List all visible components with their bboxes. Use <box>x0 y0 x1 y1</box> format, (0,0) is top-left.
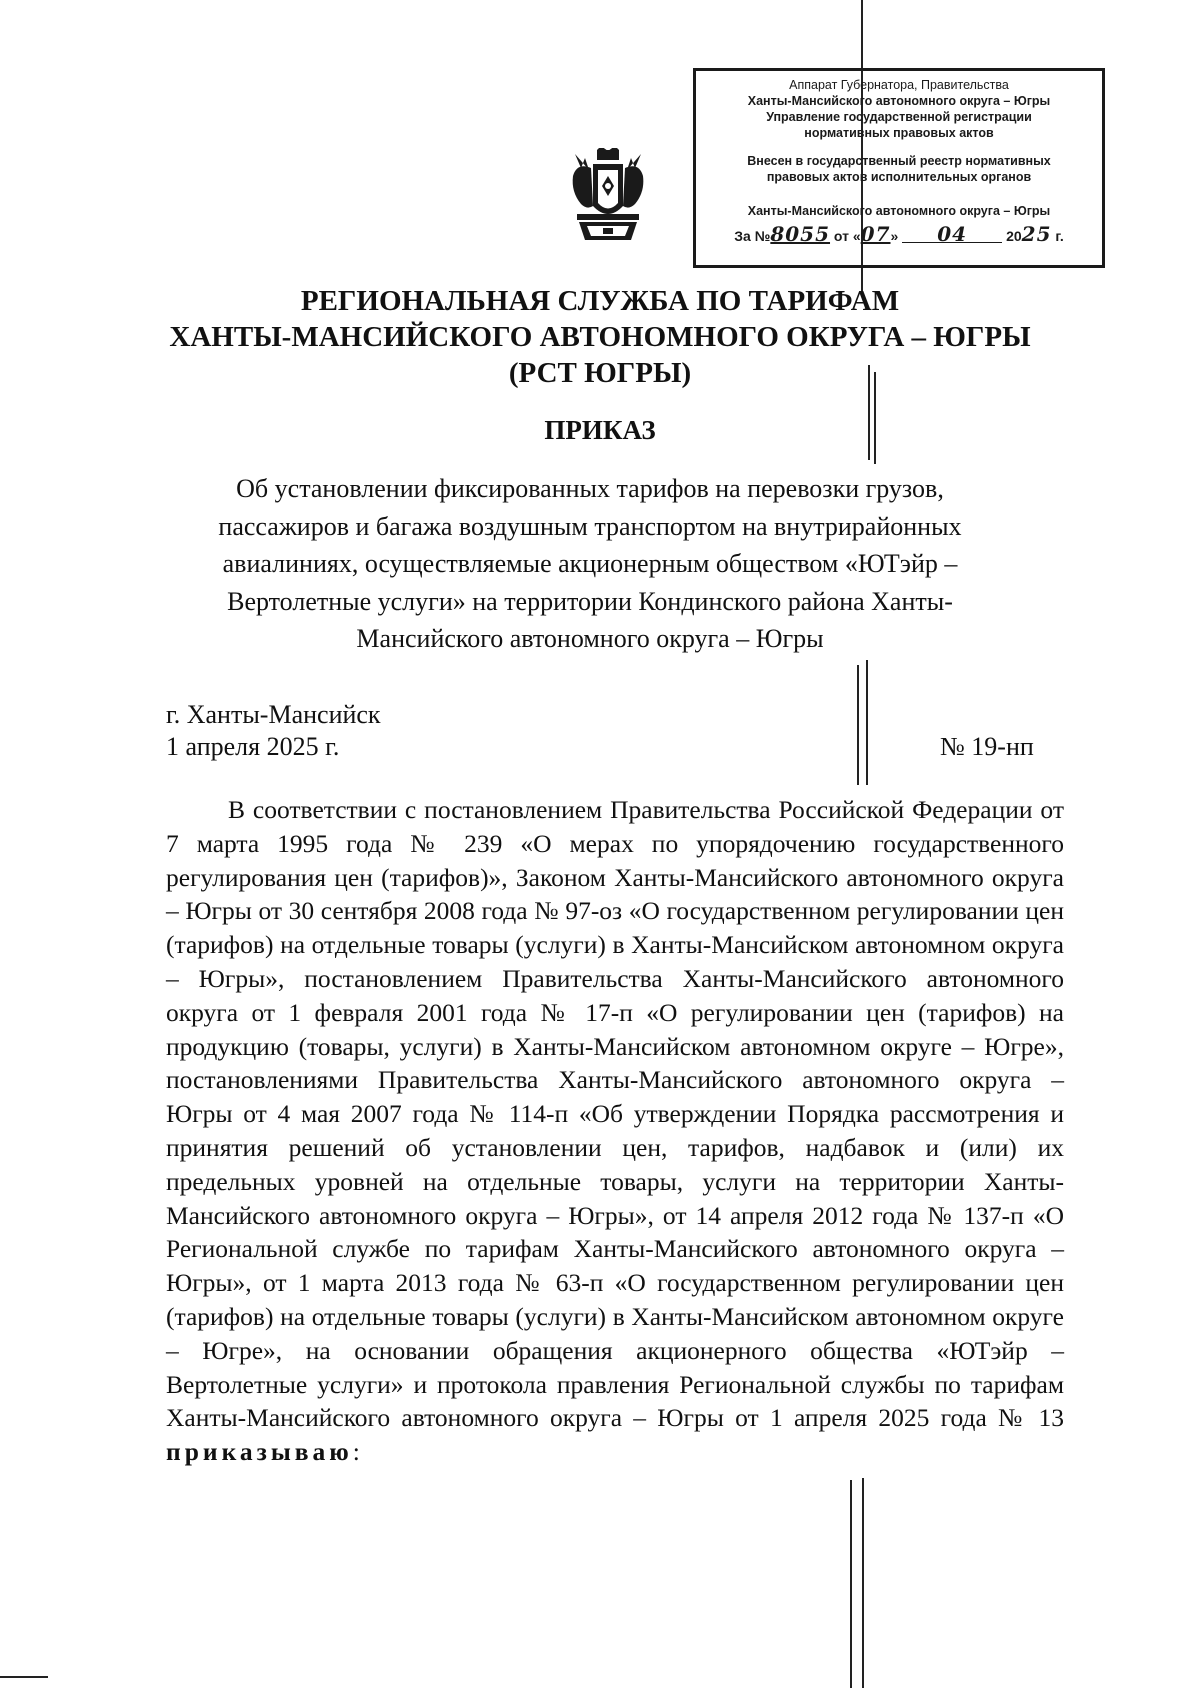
stamp-registration-row <box>700 222 1098 246</box>
scan-fold-line <box>862 1478 864 1688</box>
issue-date: 1 апреля 2025 г. <box>166 732 340 761</box>
order-body-colon: : <box>352 1437 360 1467</box>
stamp-reg-year-prefix: 20 <box>1006 228 1022 244</box>
stamp-line-3: Управление государственной регистрации <box>766 110 1032 124</box>
stamp-line-6: правовых актов исполнительных органов <box>766 170 1032 184</box>
order-body-text: В соответствии с постановлением Правительства Российской Федерации от 7 марта 1995 года № 239 «О мерах по упорядочению государственного регулирования цен (тарифов)», Законом Ханты-Мансийского автономного округа – Югры от 30 сентября 2008 года № 97-оз «О государственном регулировании цен (тарифов) на отдельные товары (услуги) в Ханты-Мансийском автономном округа – Югры», постановлением Правительства Ханты-Мансийского автономного округа от 1 февраля 2001 года № 17-п «О регулировании цен (тарифов) на продукцию (товары, услуги) в Ханты-Мансийском автономном округе – Югре», постановлениями Правительства Ханты-Мансийского автономного округа – Югры от 4 мая 2007 года № 114-п «Об утверждении Порядка рассмотрения и принятия решений об установлении цен, тарифов, надбавок и (или) их предельных уровней на отдельные товары, услуги на территории Ханты-Мансийского автономного округа – Югры», от 14 апреля 2012 года № 137-п «О Региональной службе по тарифам Ханты-Мансийского автономного округа – Югры», от 1 марта 2013 года № 63-п «О государственном регулировании цен (тарифов) на отдельные товары (услуги) в Ханты-Мансийском автономном округе – Югре», на основании обращения акционерного общества «ЮТэйр – Вертолетные услуги» и протокола правления Региональной службы по тарифам Ханты-Мансийского автономного округа – Югры от 1 апреля 2025 года № 13 <box>166 795 1064 1433</box>
stamp-reg-prefix: За № <box>734 228 771 244</box>
order-subject: Об установлении фиксированных тарифов на перевозки грузов, пассажиров и багажа воздушным транспортом на внутрирайонных авиалиниях, осуществляемые акционерным обществом «ЮТэйр – Вертолетные услуги» на территории Кондинского района Ханты-Мансийского автономного округа – Югры <box>218 474 962 653</box>
doc-type-title: ПРИКАЗ <box>544 415 656 445</box>
scan-edge-mark <box>0 1676 48 1678</box>
issue-city: г. Ханты-Мансийск <box>166 700 381 729</box>
header-agency-line-1: РЕГИОНАЛЬНАЯ СЛУЖБА ПО ТАРИФАМ <box>300 285 900 317</box>
stamp-line-1: Аппарат Губернатора, Правительства <box>789 78 1009 92</box>
order-body-paragraph <box>166 793 1064 1469</box>
order-number: № 19-нп <box>940 732 1034 761</box>
stamp-line-7: Ханты-Мансийского автономного округа – Югры <box>747 204 1051 218</box>
stamp-reg-quote: » <box>890 228 899 244</box>
stamp-reg-number: 8055 <box>770 222 831 246</box>
stamp-reg-year-unit: г. <box>1055 228 1064 244</box>
stamp-reg-day: 07 <box>860 222 891 246</box>
order-keyword: приказываю <box>166 1437 353 1467</box>
registration-stamp <box>693 68 1105 268</box>
header-agency-line-2: ХАНТЫ-МАНСИЙСКОГО АВТОНОМНОГО ОКРУГА – ЮГРЫ <box>169 321 1031 353</box>
scan-fold-line <box>866 660 868 785</box>
scan-fold-line <box>857 665 859 785</box>
stamp-line-2: Ханты-Мансийского автономного округа – Югры <box>747 94 1051 108</box>
stamp-line-5: Внесен в государственный реестр нормативных <box>747 154 1051 168</box>
stamp-reg-year-suffix: 25 <box>1021 222 1052 246</box>
stamp-reg-month: 04 <box>902 226 1002 243</box>
stamp-line-4: нормативных правовых актов <box>804 126 994 140</box>
coat-of-arms-emblem <box>567 148 649 246</box>
header-agency-abbr: (РСТ ЮГРЫ) <box>508 357 692 389</box>
stamp-reg-from: от « <box>833 228 861 244</box>
scan-fold-line <box>850 1480 852 1688</box>
